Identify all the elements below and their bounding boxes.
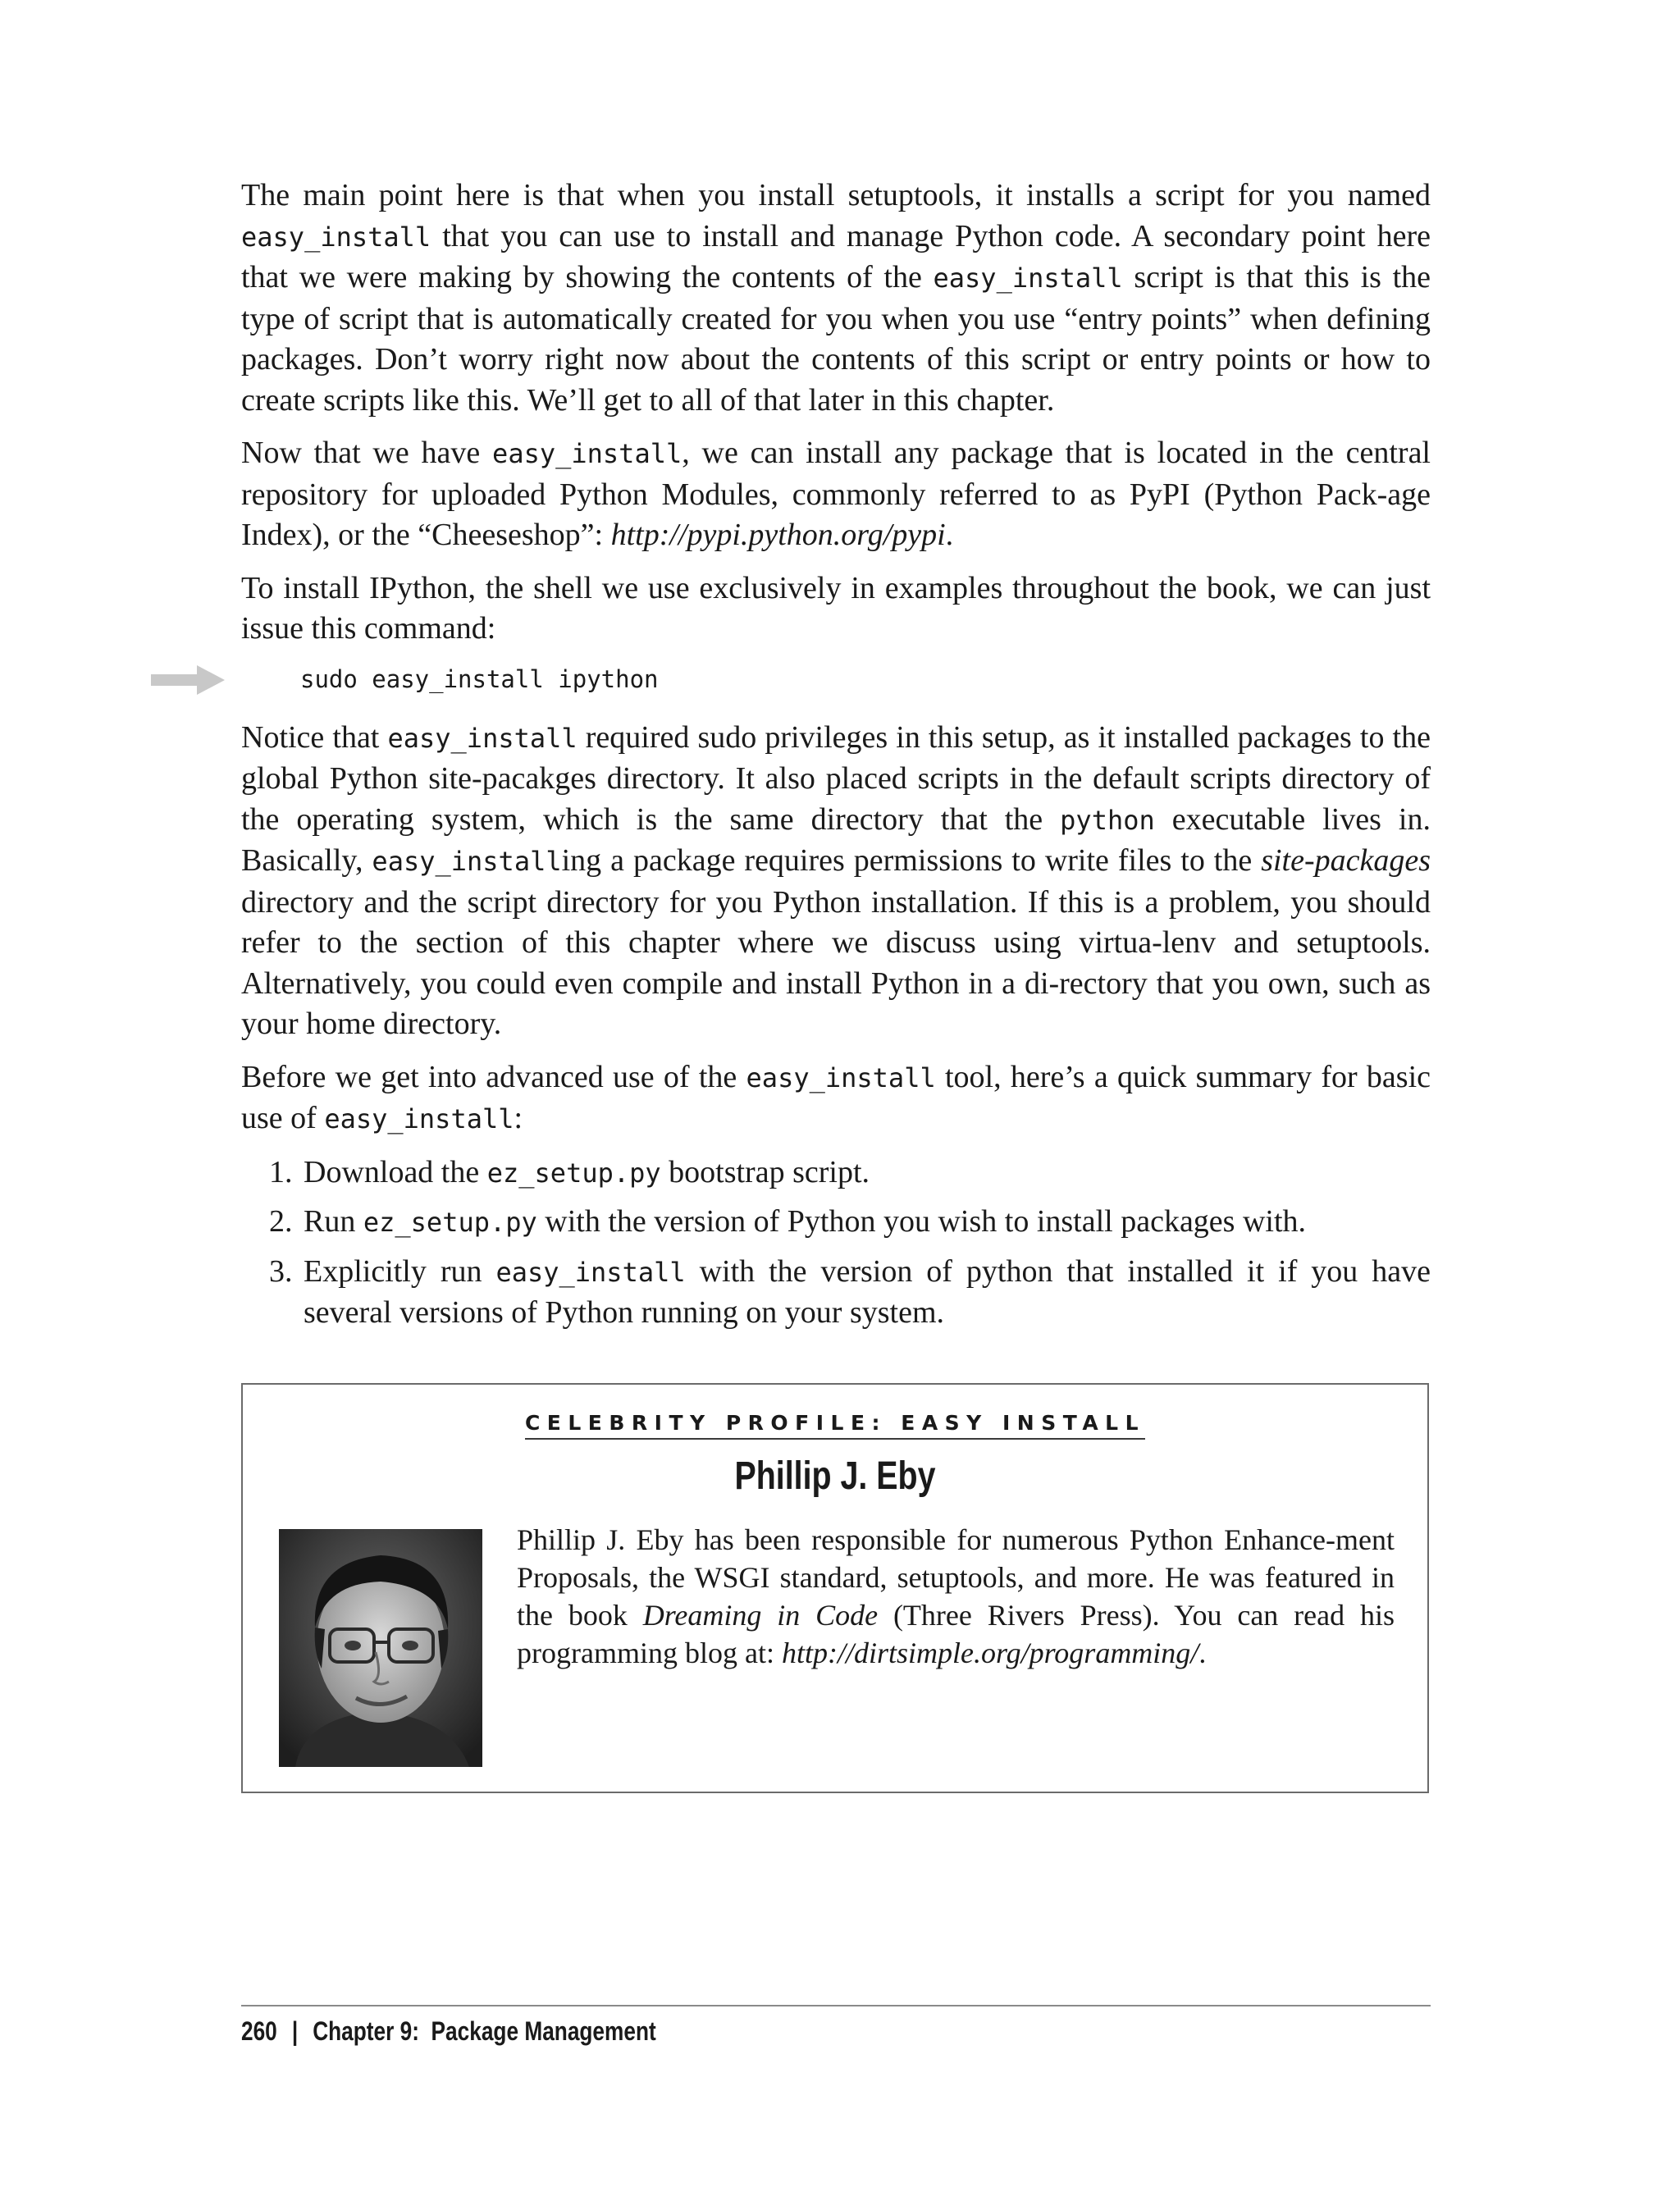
paragraph-pypi: Now that we have easy_install, we can install any package that is located in the central repository for uploaded Python Modules, commonly referred to as PyPI (Python Pack-age Index), or the “Cheeseshop”: http://pypi.python.org/pypi. [241, 436, 1431, 552]
inline-code: easy_install [324, 1103, 514, 1134]
blog-link[interactable]: http://dirtsimple.org/programming/ [781, 1637, 1199, 1669]
arrow-right-icon [151, 665, 225, 695]
profile-photo [279, 1529, 482, 1767]
inline-code: easy_install [933, 262, 1123, 294]
portrait-image [279, 1529, 482, 1767]
steps-list [241, 1153, 1431, 1334]
code-block [241, 662, 1431, 696]
inline-code: python [1060, 804, 1155, 836]
inline-code: easy_install [495, 1256, 686, 1288]
inline-code: easy_install [387, 722, 578, 754]
paragraph-setuptools-intro: The main point here is that when you install setuptools, it installs a script for you named easy_install that you can use to install and manage Python code. A secondary point here that we were making by showing the contents of the easy_install script is that this is the type of script that is automatically created for you when you use “entry points” when defining packages. Don’t worry right now about the contents of this script or entry points or how to create scripts like this. We’ll get to all of that later in this chapter. [241, 178, 1431, 418]
page-number: 260 [241, 2016, 277, 2046]
page-footer [241, 2016, 656, 2047]
pypi-link[interactable]: http://pypi.python.org/pypi [610, 518, 946, 552]
inline-code: easy_install [492, 438, 682, 469]
command-text: sudo easy_install ipython [300, 664, 659, 693]
profile-description: Phillip J. Eby has been responsible for numerous Python Enhance-ment Proposals, the WSGI standard, setuptools, and more. He was featured in the book Dreaming in Code (Three Rivers Press). You can read his programming blog at: http://dirtsimple.org/programming/. [517, 1523, 1395, 1669]
list-item: 3. Explicitly run easy_install with the version of python that installed it if you have several versions of Python running on your system. [300, 1252, 1431, 1334]
list-item: 1. Download the ez_setup.py bootstrap script. [300, 1153, 1431, 1194]
sidebar-label: CELEBRITY PROFILE: EASY INSTALL [243, 1411, 1427, 1435]
celebrity-profile-sidebar [241, 1383, 1429, 1793]
paragraph-summary-intro: Before we get into advanced use of the easy_install tool, here’s a quick summary for basic use of easy_install: [241, 1059, 1431, 1135]
list-item: 2. Run ez_setup.py with the version of Python you wish to install packages with. [300, 1202, 1431, 1244]
inline-code: ez_setup.py [486, 1157, 661, 1189]
book-title: Dreaming in Code [642, 1599, 879, 1632]
footer-divider [241, 2005, 1431, 2006]
chapter-title: Chapter 9: Package Management [313, 2016, 656, 2046]
inline-code: ez_setup.py [363, 1207, 537, 1238]
paragraph-sudo-privileges: Notice that easy_install required sudo privileges in this setup, as it installed packages to the global Python site-pacakges directory. It also placed scripts in the default scripts directory of the operating system, which is the same directory that the python executable lives in. Basically, easy_installing a package requires permissions to write files to the site-packages directory and the script directory for you Python installation. If this is a problem, you should refer to the section of this chapter where we discuss using virtua-lenv and setuptools. Alternatively, you could even compile and install Python in a di-rectory that you own, such as your home directory. [241, 719, 1431, 1041]
profile-name: Phillip J. Eby [734, 1454, 936, 1498]
emphasis-text: site-packages [1261, 843, 1431, 878]
inline-code: easy_install [241, 221, 431, 253]
inline-code: easy_install [372, 846, 562, 877]
paragraph-install-ipython: To install IPython, the shell we use exclusively in examples throughout the book, we can just issue this command: [241, 570, 1431, 646]
inline-code: easy_install [746, 1061, 936, 1093]
footer-separator: | [291, 2016, 299, 2046]
main-content [241, 176, 1431, 1342]
